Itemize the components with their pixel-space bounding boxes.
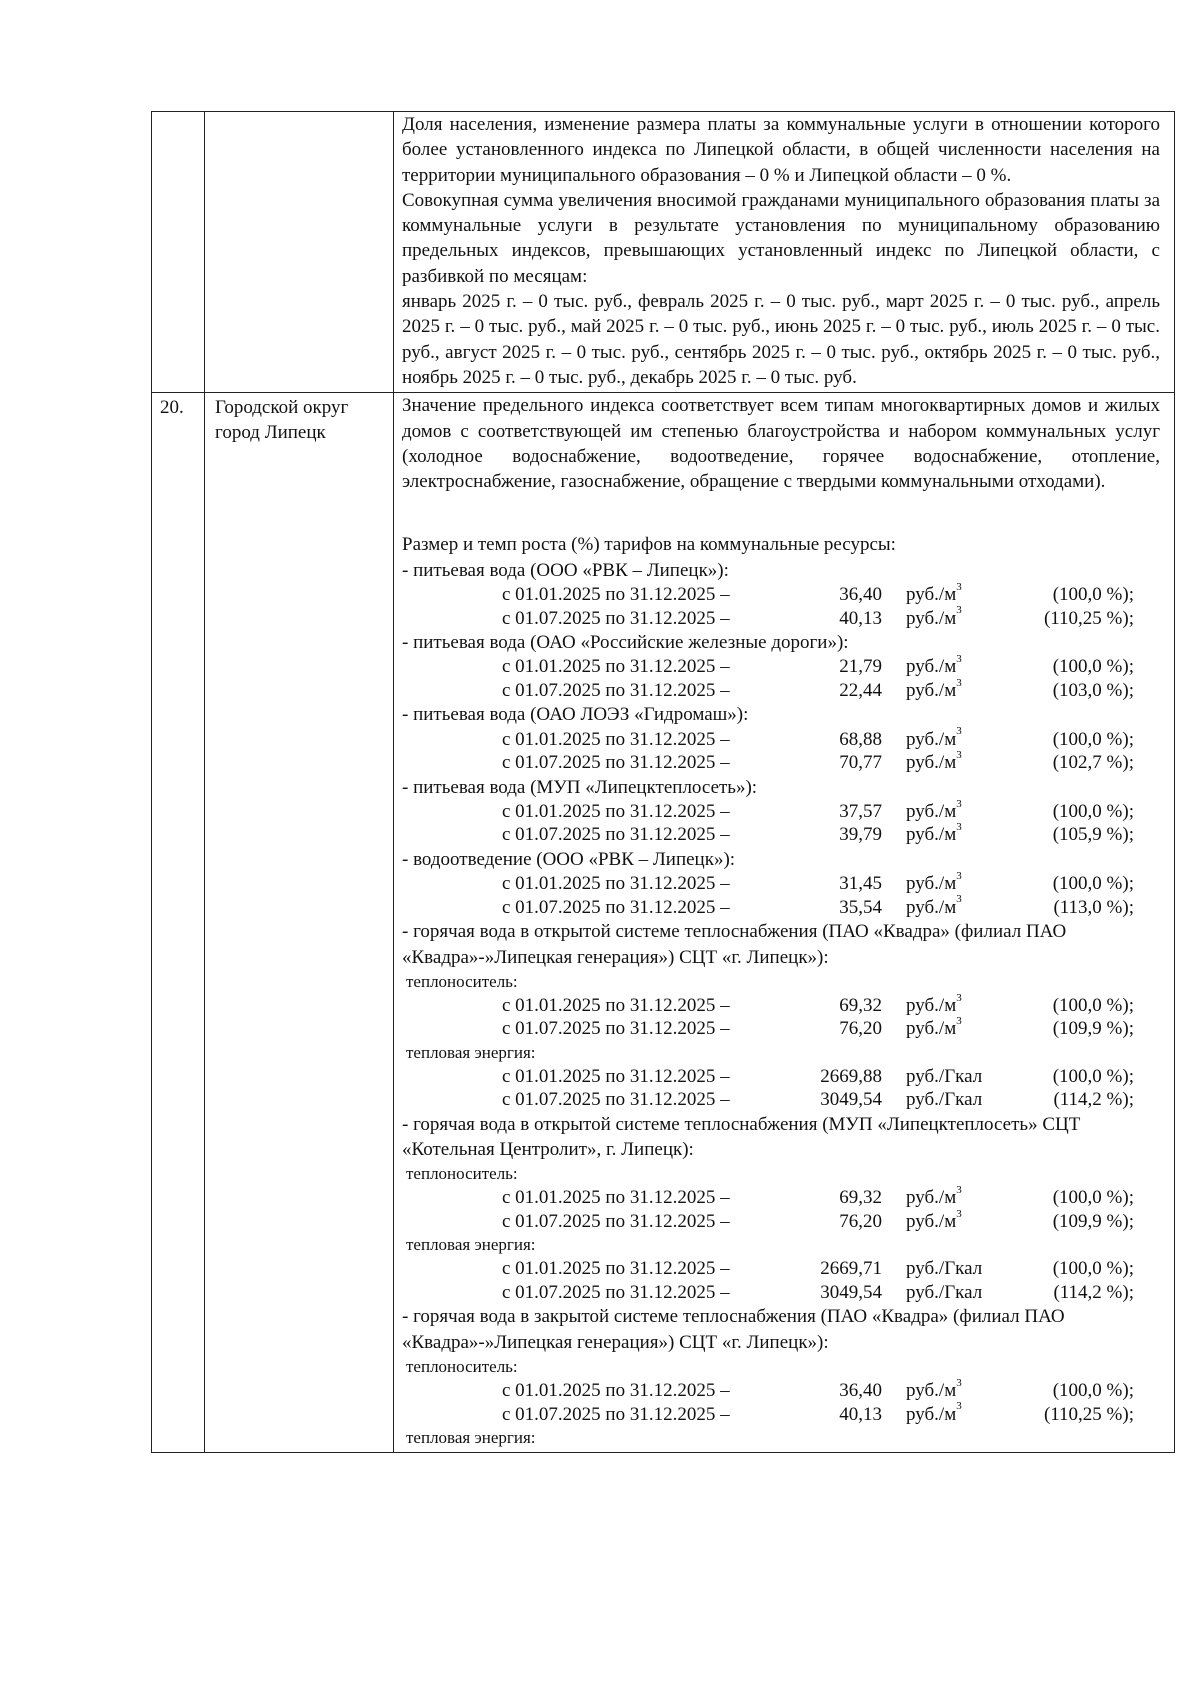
rate-growth-percent: (114,2 %); [1053, 1089, 1134, 1111]
rate-period: с 01.07.2025 по 31.12.2025 – [502, 1089, 730, 1111]
rate-unit-text: руб./м [906, 873, 957, 895]
rate-growth-percent: (100,0 %); [1052, 1380, 1134, 1402]
rate-period: с 01.01.2025 по 31.12.2025 – [502, 873, 730, 895]
resource-sublabel: теплоноситель: [406, 971, 518, 991]
population-share-paragraph: Доля населения, изменение размера платы за коммунальные услуги в отношении которого более установленного индекса по Липецкой области, в общей численности населения на территории муниципального образования – 0 % и Липецкой области – 0 %. [402, 114, 1160, 186]
rate-unit-text: руб./м [906, 679, 957, 701]
rate-period: с 01.01.2025 по 31.12.2025 – [502, 1258, 730, 1280]
rate-unit [882, 748, 1016, 775]
tariff-table [151, 111, 1175, 1453]
rate-row [402, 823, 1160, 847]
rate-period: с 01.01.2025 по 31.12.2025 – [502, 584, 730, 606]
rate-unit-text: руб./м [906, 1187, 957, 1209]
index-intro-paragraph: Значение предельного индекса соответствует всем типам многоквартирных домов и жилых домов с соответствующей им степенью благоустройства и набором коммунальных услуг (холодное водоснабжение, водоотведение, горячее водоснабжение, отопление, электроснабжение, газоснабжение, обращение с твердыми коммунальными отходами). [402, 395, 1160, 493]
rate-row [402, 1065, 1160, 1089]
resource-sublabel: теплоноситель: [406, 1164, 518, 1184]
rate-unit-text: руб./м [906, 1210, 957, 1232]
rate-unit-text: руб./м [906, 656, 957, 678]
tariff-section-title: - питьевая вода (МУП «Липецктеплосеть»): [402, 776, 758, 798]
rate-period: с 01.01.2025 по 31.12.2025 – [502, 728, 730, 750]
rate-growth-percent: (110,25 %); [1043, 1403, 1134, 1425]
rate-value: 76,20 [839, 1210, 882, 1232]
rate-unit [882, 1257, 1016, 1281]
rate-period: с 01.07.2025 по 31.12.2025 – [502, 752, 730, 774]
rate-unit-text: руб./м [906, 800, 957, 822]
rate-unit [882, 1017, 1016, 1041]
rate-period: с 01.01.2025 по 31.12.2025 – [502, 800, 730, 822]
rate-period: с 01.07.2025 по 31.12.2025 – [502, 1210, 730, 1232]
rate-unit-text: руб./Гкал [906, 1281, 983, 1303]
table-row [152, 393, 1175, 1453]
resource-sublabel: теплоноситель: [406, 1357, 518, 1377]
unit-superscript: 3 [956, 725, 962, 738]
rate-value: 22,44 [839, 679, 882, 701]
rate-period: с 01.01.2025 по 31.12.2025 – [502, 994, 730, 1016]
rate-unit-text: руб./м [906, 1403, 957, 1425]
unit-superscript: 3 [956, 1184, 962, 1197]
rate-growth-percent: (100,0 %); [1052, 1065, 1134, 1087]
rate-unit [882, 580, 1016, 607]
rate-unit [882, 991, 1016, 1018]
unit-superscript: 3 [956, 1400, 962, 1413]
unit-superscript: 3 [956, 797, 962, 810]
resource-sublabel: тепловая энергия: [406, 1428, 536, 1448]
unit-superscript: 3 [956, 748, 962, 761]
content-cell [394, 393, 1175, 1453]
rate-growth-percent: (100,0 %); [1052, 1258, 1134, 1280]
rate-unit [882, 1281, 1016, 1305]
rate-value: 3049,54 [820, 1281, 882, 1303]
rate-unit-text: руб./м [906, 1018, 957, 1040]
table-row [152, 112, 1175, 393]
unit-superscript: 3 [956, 893, 962, 906]
rate-unit [882, 655, 1016, 679]
unit-superscript: 3 [956, 676, 962, 689]
rate-period: с 01.07.2025 по 31.12.2025 – [502, 1403, 730, 1425]
rate-growth-percent: (109,9 %); [1052, 1210, 1134, 1232]
rate-unit [882, 893, 1016, 920]
monthly-breakdown-paragraph: январь 2025 г. – 0 тыс. руб., февраль 2025 г. – 0 тыс. руб., март 2025 г. – 0 тыс. руб., апрель 2025 г. – 0 тыс. руб., май 2025 г. – 0 тыс. руб., июнь 2025 г. – 0 тыс. руб., июль 2025 г. – 0 тыс. руб., август 2025 г. – 0 тыс. руб., сентябрь 2025 г. – 0 тыс. руб., октябрь 2025 г. – 0 тыс. руб., ноябрь 2025 г. – 0 тыс. руб., декабрь 2025 г. – 0 тыс. руб. [402, 291, 1160, 388]
rate-period: с 01.01.2025 по 31.12.2025 – [502, 1380, 730, 1402]
tariff-section-title: - горячая вода в закрытой системе теплоснабжения (ПАО «Квадра» (филиал ПАО «Квадра»-»Липецкая генерация») СЦТ «г. Липецк»): [402, 1306, 1065, 1353]
rate-growth-percent: (110,25 %); [1043, 607, 1134, 629]
rate-growth-percent: (100,0 %); [1052, 873, 1134, 895]
rate-value: 40,13 [839, 1403, 882, 1425]
rate-period: с 01.07.2025 по 31.12.2025 – [502, 679, 730, 701]
rate-period: с 01.07.2025 по 31.12.2025 – [502, 896, 730, 918]
rate-unit [882, 1376, 1016, 1403]
rate-unit-text: руб./Гкал [906, 1065, 983, 1087]
rate-growth-percent: (103,0 %); [1052, 679, 1134, 701]
unit-superscript: 3 [956, 1207, 962, 1220]
rate-value: 40,13 [839, 607, 882, 629]
unit-superscript: 3 [956, 991, 962, 1004]
rate-value: 35,54 [839, 896, 882, 918]
rate-unit [882, 676, 1016, 703]
rate-unit-text: руб./м [906, 824, 957, 846]
rate-unit-text: руб./м [906, 607, 957, 629]
rate-period: с 01.07.2025 по 31.12.2025 – [502, 607, 730, 629]
rate-value: 39,79 [839, 824, 882, 846]
rate-unit [882, 797, 1016, 824]
rate-row [402, 725, 1160, 752]
unit-superscript: 3 [956, 653, 962, 666]
rate-unit-text: руб./Гкал [906, 1089, 983, 1111]
rate-growth-percent: (100,0 %); [1052, 994, 1134, 1016]
rate-value: 21,79 [839, 656, 882, 678]
rate-row [402, 676, 1160, 703]
rate-value: 69,32 [839, 994, 882, 1016]
total-increase-paragraph: Совокупная сумма увеличения вносимой гражданами муниципального образования платы за коммунальные услуги в результате установления по муниципальному образованию предельных индексов, превышающих установленный индекс по Липецкой области, с разбивкой по месяцам: [402, 189, 1160, 287]
rate-unit [882, 823, 1016, 847]
rate-row [402, 893, 1160, 920]
rate-row [402, 1207, 1160, 1234]
row-number: 20. [152, 393, 205, 1453]
unit-superscript: 3 [956, 604, 962, 617]
rate-period: с 01.07.2025 по 31.12.2025 – [502, 824, 730, 846]
rate-value: 31,45 [839, 873, 882, 895]
unit-superscript: 3 [956, 821, 962, 834]
tariff-section-title: - горячая вода в открытой системе теплоснабжения (ПАО «Квадра» (филиал ПАО «Квадра»-»Липецкая генерация») СЦТ «г. Липецк»): [402, 921, 1067, 968]
rate-unit-text: руб./м [906, 994, 957, 1016]
rate-unit [882, 1186, 1016, 1210]
rate-unit [882, 1065, 1016, 1089]
unit-superscript: 3 [956, 1376, 962, 1389]
rate-period: с 01.01.2025 по 31.12.2025 – [502, 656, 730, 678]
rate-row [402, 797, 1160, 824]
tariff-sections [402, 558, 1160, 1450]
rate-unit-text: руб./м [906, 584, 957, 606]
rate-unit [882, 1207, 1016, 1234]
region-cell [205, 112, 394, 393]
rate-growth-percent: (100,0 %); [1052, 800, 1134, 822]
tariff-section-title: - питьевая вода (ООО «РВК – Липецк»): [402, 559, 729, 581]
rate-unit-text: руб./м [906, 752, 957, 774]
tariff-section-title: - питьевая вода (ОАО «Российские железные дороги»): [402, 632, 849, 654]
unit-superscript: 3 [956, 1015, 962, 1027]
rate-growth-percent: (109,9 %); [1052, 1018, 1134, 1040]
rate-value: 70,77 [839, 752, 882, 774]
rate-row [402, 1017, 1160, 1041]
rate-value: 2669,71 [820, 1258, 882, 1280]
rate-value: 69,32 [839, 1187, 882, 1209]
rate-period: с 01.01.2025 по 31.12.2025 – [502, 1065, 730, 1087]
rate-value: 36,40 [839, 584, 882, 606]
number-cell [152, 112, 205, 393]
rate-row [402, 1257, 1160, 1281]
rate-row [402, 1400, 1160, 1427]
region-name: Городской округ город Липецк [205, 393, 394, 1453]
rate-period: с 01.07.2025 по 31.12.2025 – [502, 1018, 730, 1040]
rate-growth-percent: (114,2 %); [1053, 1281, 1134, 1303]
rate-value: 36,40 [839, 1380, 882, 1402]
rate-unit-text: руб./Гкал [906, 1258, 983, 1280]
rate-row [402, 1088, 1160, 1112]
rate-unit-text: руб./м [906, 728, 957, 750]
rate-value: 76,20 [839, 1018, 882, 1040]
rate-growth-percent: (100,0 %); [1052, 656, 1134, 678]
rate-growth-percent: (100,0 %); [1052, 584, 1134, 606]
rate-row [402, 1186, 1160, 1210]
resource-sublabel: тепловая энергия: [406, 1235, 536, 1255]
rate-unit-text: руб./м [906, 896, 957, 918]
unit-superscript: 3 [956, 869, 962, 882]
rate-unit-text: руб./м [906, 1380, 957, 1402]
rate-unit [882, 1400, 1016, 1427]
rate-unit [882, 869, 1016, 896]
tariff-section-title: - горячая вода в открытой системе теплоснабжения (МУП «Липецктеплосеть» СЦТ «Котельная Центролит», г. Липецк): [402, 1113, 1081, 1161]
rate-row [402, 1281, 1160, 1305]
rate-unit [882, 725, 1016, 752]
rate-unit [882, 604, 1016, 631]
rate-value: 2669,88 [820, 1065, 882, 1087]
rate-growth-percent: (102,7 %); [1052, 752, 1134, 774]
rate-growth-percent: (100,0 %); [1052, 1187, 1134, 1209]
tariff-section-title: - питьевая вода (ОАО ЛОЭЗ «Гидромаш»): [402, 704, 749, 726]
rate-row [402, 869, 1160, 896]
rate-row [402, 655, 1160, 679]
rate-growth-percent: (105,9 %); [1052, 824, 1134, 846]
rate-value: 37,57 [839, 800, 882, 822]
rate-growth-percent: (113,0 %); [1053, 896, 1134, 918]
spacer [402, 494, 1160, 532]
rate-period: с 01.01.2025 по 31.12.2025 – [502, 1187, 730, 1209]
rate-row [402, 580, 1160, 607]
rate-period: с 01.07.2025 по 31.12.2025 – [502, 1281, 730, 1303]
rate-growth-percent: (100,0 %); [1052, 728, 1134, 750]
tariffs-heading: Размер и темп роста (%) тарифов на коммунальные ресурсы: [402, 534, 896, 556]
rate-row [402, 748, 1160, 775]
unit-superscript: 3 [956, 580, 962, 593]
rate-value: 3049,54 [820, 1089, 882, 1111]
content-cell [394, 112, 1175, 393]
rate-value: 68,88 [839, 728, 882, 750]
rate-unit [882, 1088, 1016, 1112]
rate-row [402, 604, 1160, 631]
resource-sublabel: тепловая энергия: [406, 1042, 536, 1062]
rate-row [402, 1376, 1160, 1403]
rate-row [402, 991, 1160, 1018]
tariff-section-title: - водоотведение (ООО «РВК – Липецк»): [402, 848, 736, 870]
